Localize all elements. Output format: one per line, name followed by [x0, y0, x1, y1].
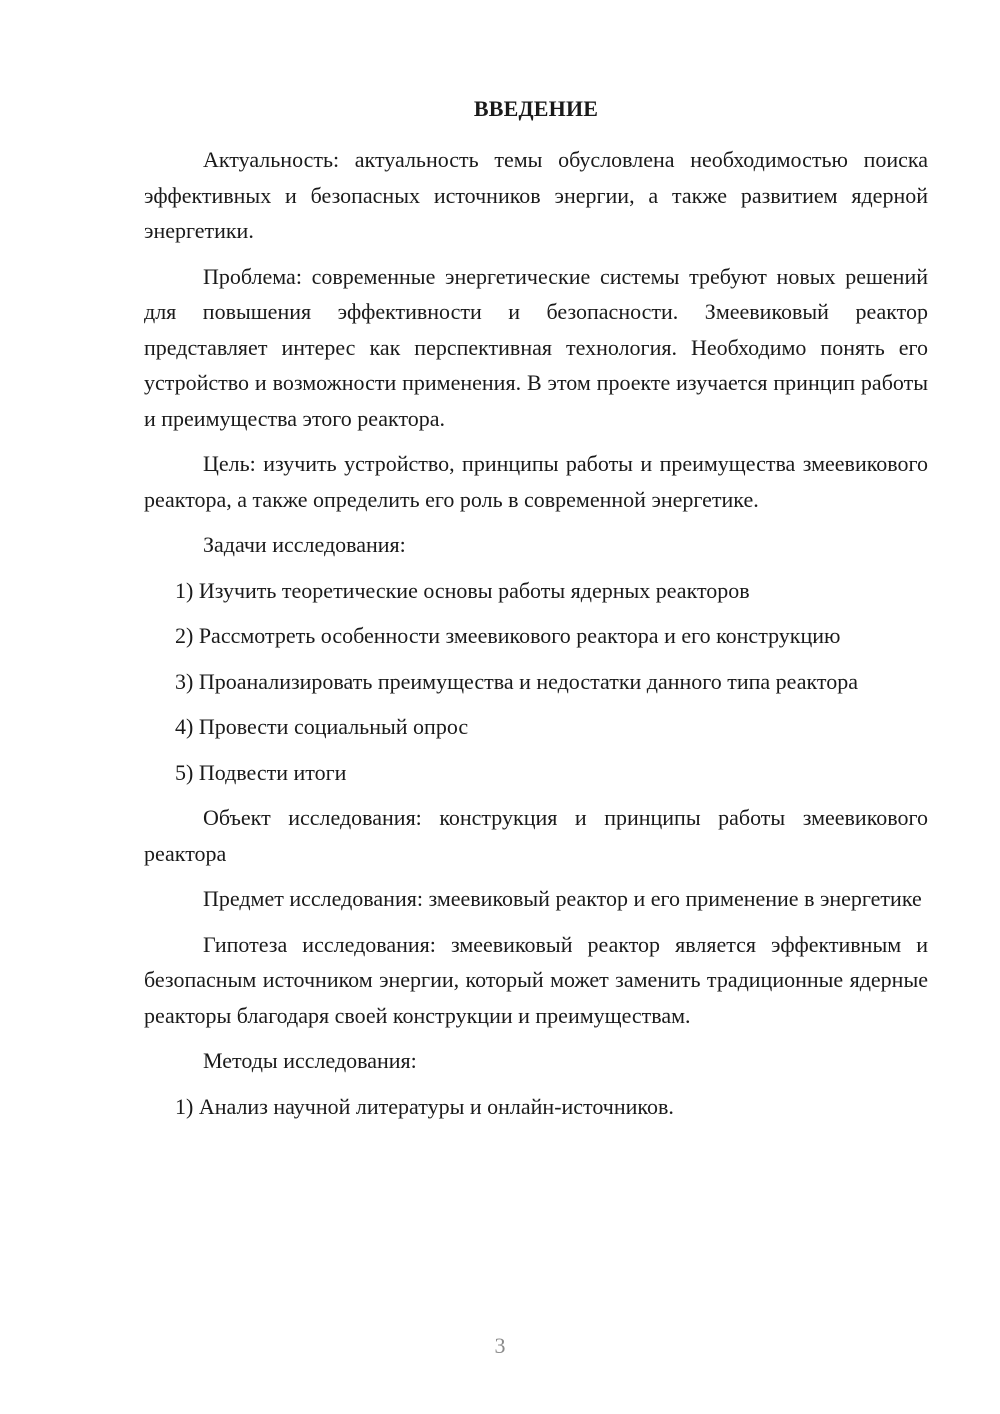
list-item-task-5: 5) Подвести итоги [175, 759, 347, 785]
list-item-method-1: 1) Анализ научной литературы и онлайн-источников. [175, 1093, 674, 1119]
list-item-task-2: 2) Рассмотреть особенности змеевикового реактора и его конструкцию [175, 623, 841, 648]
page-number: 3 [494, 1333, 506, 1358]
paragraph-goal: Цель: изучить устройство, принципы работы и преимущества змеевикового реактора, а также определить его роль в современной энергетике. [144, 451, 928, 512]
document-page [144, 92, 928, 1134]
paragraph-tasks-heading: Задачи исследования: [203, 532, 406, 557]
list-item-task-1: 1) Изучить теоретические основы работы ядерных реакторов [175, 577, 750, 603]
paragraph-hypothesis: Гипотеза исследования: змеевиковый реактор является эффективным и безопасным источником энергии, который может заменить традиционные ядерные реакторы благодаря своей конструкции и преимуществам. [144, 931, 928, 1028]
list-item-task-4: 4) Провести социальный опрос [175, 714, 469, 739]
paragraph-subject: Предмет исследования: змеевиковый реактор и его применение в энергетике [203, 886, 922, 911]
paragraph-methods-heading: Методы исследования: [203, 1048, 417, 1073]
section-title: ВВЕДЕНИЕ [473, 96, 599, 121]
paragraph-object: Объект исследования: конструкция и принципы работы змеевикового реактора [144, 805, 928, 866]
list-item-task-3: 3) Проанализировать преимущества и недостатки данного типа реактора [175, 668, 858, 694]
paragraph-relevance: Актуальность: актуальность темы обусловлена необходимостью поиска эффективных и безопасных источников энергии, а также развитием ядерной энергетики. [144, 147, 928, 243]
paragraph-problem: Проблема: современные энергетические системы требуют новых решений для повышения эффективности и безопасности. Змеевиковый реактор представляет интерес как перспективная технология. Необходимо понять его устройство и возможности применения. В этом проекте изучается принцип работы и преимущества этого реактора. [144, 263, 928, 431]
